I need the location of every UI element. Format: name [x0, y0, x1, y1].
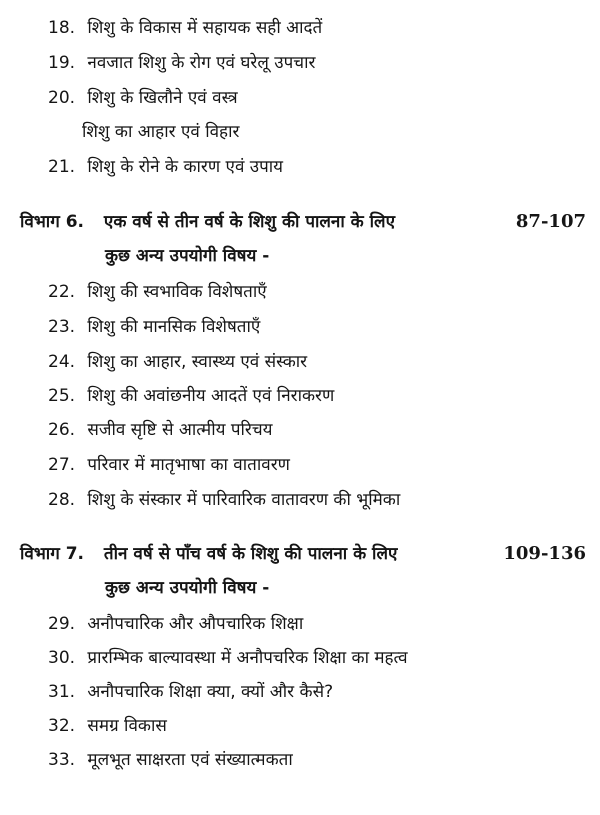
item-title: सजीव सृष्टि से आत्मीय परिचय: [87, 420, 273, 440]
toc-item-32: [48, 714, 167, 738]
item-title: अनौपचारिक और औपचारिक शिक्षा: [87, 614, 304, 634]
toc-item-31: [48, 680, 333, 704]
item-number: 31.: [48, 682, 76, 702]
item-title: शिशु के खिलौने एवं वस्त्र: [87, 88, 238, 108]
section-6-page-range: 87-107: [515, 211, 586, 232]
item-number: 29.: [48, 614, 76, 634]
item-title: शिशु का आहार, स्वास्थ्य एवं संस्कार: [87, 352, 308, 372]
toc-item-22: [48, 280, 267, 304]
section-title: एक वर्ष से तीन वर्ष के शिशु की पालना के लिए: [103, 212, 395, 232]
item-number: 19.: [48, 53, 76, 73]
section-title: तीन वर्ष से पाँच वर्ष के शिशु की पालना के लिए: [103, 544, 398, 564]
item-title: मूलभूत साक्षरता एवं संख्यात्मकता: [87, 750, 293, 770]
item-number: 26.: [48, 420, 76, 440]
section-6-subtitle: कुछ अन्य उपयोगी विषय -: [105, 246, 270, 266]
item-title: शिशु के विकास में सहायक सही आदतें: [87, 18, 323, 38]
item-title: समग्र विकास: [87, 716, 167, 736]
item-number: 27.: [48, 455, 76, 475]
item-title: प्रारम्भिक बाल्यावस्था में अनौपचरिक शिक्षा का महत्व: [87, 648, 408, 668]
toc-item-28: [48, 488, 400, 512]
section-label: विभाग 6.: [20, 212, 84, 232]
toc-item-19: [48, 51, 315, 75]
item-title: अनौपचारिक शिक्षा क्या, क्यों और कैसे?: [87, 682, 334, 702]
section-7-page-range: 109-136: [503, 543, 586, 564]
toc-item-20-continuation: शिशु का आहार एवं विहार: [82, 122, 240, 142]
toc-item-33: [48, 748, 293, 772]
item-title: परिवार में मातृभाषा का वातावरण: [87, 455, 290, 475]
item-title: शिशु की अवांछनीय आदतें एवं निराकरण: [87, 386, 335, 406]
item-title: शिशु की मानसिक विशेषताएँ: [87, 317, 261, 337]
toc-item-18: [48, 16, 322, 40]
item-number: 28.: [48, 490, 76, 510]
item-number: 25.: [48, 386, 76, 406]
toc-item-23: [48, 315, 260, 339]
toc-item-25: [48, 384, 334, 408]
item-number: 22.: [48, 282, 76, 302]
item-title: शिशु के संस्कार में पारिवारिक वातावरण की भूमिका: [87, 490, 401, 510]
item-number: 30.: [48, 648, 76, 668]
toc-item-27: [48, 453, 290, 477]
item-number: 33.: [48, 750, 76, 770]
item-title: शिशु के रोने के कारण एवं उपाय: [87, 157, 284, 177]
item-number: 32.: [48, 716, 76, 736]
section-7-heading: [20, 542, 397, 566]
item-number: 23.: [48, 317, 76, 337]
item-title: शिशु की स्वभाविक विशेषताएँ: [87, 282, 267, 302]
section-7-subtitle: कुछ अन्य उपयोगी विषय -: [105, 578, 270, 598]
section-label: विभाग 7.: [20, 544, 84, 564]
item-number: 18.: [48, 18, 76, 38]
toc-item-29: [48, 612, 303, 636]
section-6-heading: [20, 210, 395, 234]
toc-item-24: [48, 350, 307, 374]
toc-item-26: [48, 418, 273, 442]
toc-item-20: [48, 86, 238, 110]
toc-item-21: [48, 155, 283, 179]
item-title: नवजात शिशु के रोग एवं घरेलू उपचार: [87, 53, 316, 73]
item-number: 24.: [48, 352, 76, 372]
item-number: 20.: [48, 88, 76, 108]
item-number: 21.: [48, 157, 76, 177]
toc-item-30: [48, 646, 408, 670]
